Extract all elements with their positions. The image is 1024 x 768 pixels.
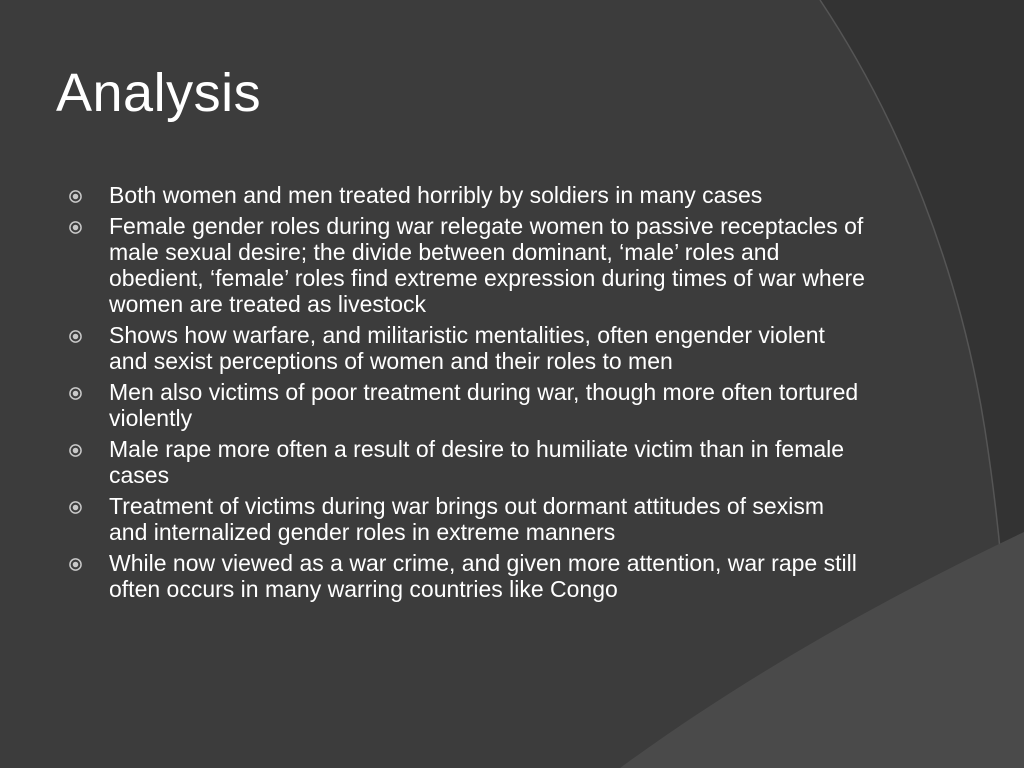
bullet-text: Both women and men treated horribly by soldiers in many cases xyxy=(109,182,763,208)
circle-dot-icon xyxy=(69,444,82,457)
list-item xyxy=(66,550,866,602)
bullet-text: Female gender roles during war relegate women to passive receptacles of male sexual desire; the divide between dominant, ‘male’ roles and obedient, ‘female’ roles find extreme expression during times of war where women are treated as livestock xyxy=(109,213,865,317)
bullet-text: Men also victims of poor treatment during war, though more often tortured violently xyxy=(109,379,859,431)
bullet-text: While now viewed as a war crime, and given more attention, war rape still often occurs in many warring countries like Congo xyxy=(109,550,857,602)
circle-dot-icon xyxy=(69,221,82,234)
list-item xyxy=(66,322,866,374)
bullet-text: Treatment of victims during war brings out dormant attitudes of sexism and internalized gender roles in extreme manners xyxy=(109,493,824,545)
bullet-text: Male rape more often a result of desire to humiliate victim than in female cases xyxy=(109,436,845,488)
circle-dot-icon xyxy=(69,558,82,571)
list-item xyxy=(66,379,866,431)
circle-dot-icon xyxy=(69,501,82,514)
list-item xyxy=(66,182,866,208)
circle-dot-icon xyxy=(69,190,82,203)
bullet-list xyxy=(66,182,866,607)
circle-dot-icon xyxy=(69,387,82,400)
list-item xyxy=(66,493,866,545)
list-item xyxy=(66,213,866,317)
bullet-text: Shows how warfare, and militaristic mentalities, often engender violent and sexist perceptions of women and their roles to men xyxy=(109,322,825,374)
list-item xyxy=(66,436,866,488)
circle-dot-icon xyxy=(69,330,82,343)
slide-title: Analysis xyxy=(56,63,262,123)
